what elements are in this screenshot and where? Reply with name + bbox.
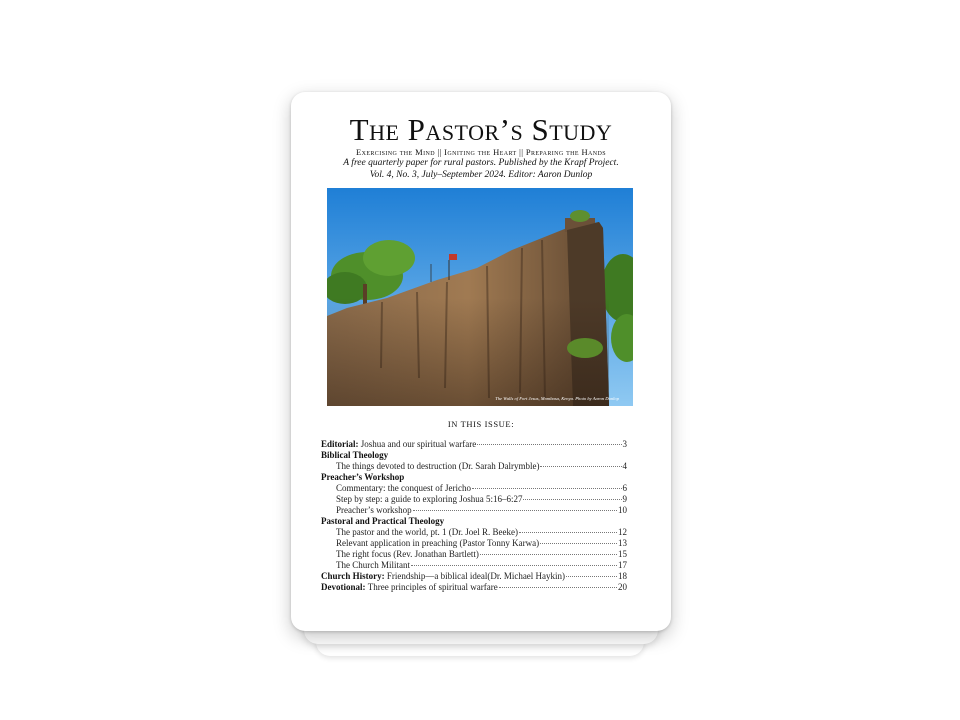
- toc-entry[interactable]: [321, 494, 627, 505]
- toc-page: 6: [622, 483, 627, 493]
- toc-title: Joshua and our spiritual warfare: [360, 439, 477, 449]
- toc-title: Preacher’s workshop: [336, 505, 412, 515]
- toc-entry[interactable]: [321, 538, 627, 549]
- toc-entry-church-history[interactable]: [321, 571, 627, 582]
- publication-tagline: Exercising the Mind || Igniting the Heart || Preparing the Hands: [356, 147, 606, 157]
- toc-entry[interactable]: [321, 483, 627, 494]
- toc-entry[interactable]: [321, 527, 627, 538]
- toc-title: Three principles of spiritual warfare: [367, 582, 498, 592]
- toc-page: 4: [622, 461, 627, 471]
- table-of-contents: [321, 439, 627, 593]
- toc-title: Step by step: a guide to exploring Joshua 5:16–6:27: [336, 494, 523, 504]
- toc-title: The right focus (Rev. Jonathan Bartlett): [336, 549, 479, 559]
- toc-section-preachers-workshop: Preacher’s Workshop: [321, 472, 405, 482]
- toc-entry[interactable]: [321, 560, 627, 571]
- in-this-issue-heading: IN THIS ISSUE:: [447, 419, 515, 429]
- toc-title: Friendship—a biblical ideal(Dr. Michael Haykin): [386, 571, 566, 581]
- toc-section-biblical-theology: Biblical Theology: [321, 450, 389, 460]
- masthead: [291, 114, 671, 181]
- toc-page: 10: [618, 505, 627, 515]
- toc-title: Commentary: the conquest of Jericho: [336, 483, 471, 493]
- toc-title: The pastor and the world, pt. 1 (Dr. Joel R. Beeke): [336, 527, 518, 537]
- toc-page: 13: [618, 538, 627, 548]
- toc-page: 9: [622, 494, 627, 504]
- toc-page: 18: [618, 571, 627, 581]
- toc-entry-editorial[interactable]: [321, 439, 627, 450]
- toc-page: 20: [618, 582, 627, 592]
- toc-section-pastoral: Pastoral and Practical Theology: [321, 516, 445, 526]
- toc-page: 17: [618, 560, 627, 570]
- document-cover-page[interactable]: [291, 92, 671, 631]
- toc-entry[interactable]: [321, 461, 627, 472]
- toc-page: 15: [618, 549, 627, 559]
- toc-page: 3: [622, 439, 627, 449]
- publication-description: A free quarterly paper for rural pastors. Published by the Krapf Project.: [343, 158, 619, 168]
- photo-caption: The Walls of Fort Jesus, Mombasa, Kenya. Photo by Aaron Dunlop: [495, 396, 619, 401]
- issue-line: Vol. 4, No. 3, July–September 2024. Editor: Aaron Dunlop: [369, 170, 593, 180]
- toc-label: Devotional:: [321, 582, 366, 592]
- fort-wall-illustration: [327, 188, 633, 406]
- toc-entry-devotional[interactable]: [321, 582, 627, 593]
- toc-entry[interactable]: [321, 549, 627, 560]
- publication-title: The Pastor’s Study: [349, 112, 613, 147]
- toc-label: Editorial:: [321, 439, 359, 449]
- toc-title: Relevant application in preaching (Pastor Tonny Karwa): [336, 538, 540, 548]
- toc-title: The things devoted to destruction (Dr. Sarah Dalrymble): [336, 461, 540, 471]
- toc-entry[interactable]: [321, 505, 627, 516]
- cover-photo: [327, 188, 633, 406]
- toc-label: Church History:: [321, 571, 385, 581]
- toc-page: 12: [618, 527, 627, 537]
- toc-title: The Church Militant: [336, 560, 410, 570]
